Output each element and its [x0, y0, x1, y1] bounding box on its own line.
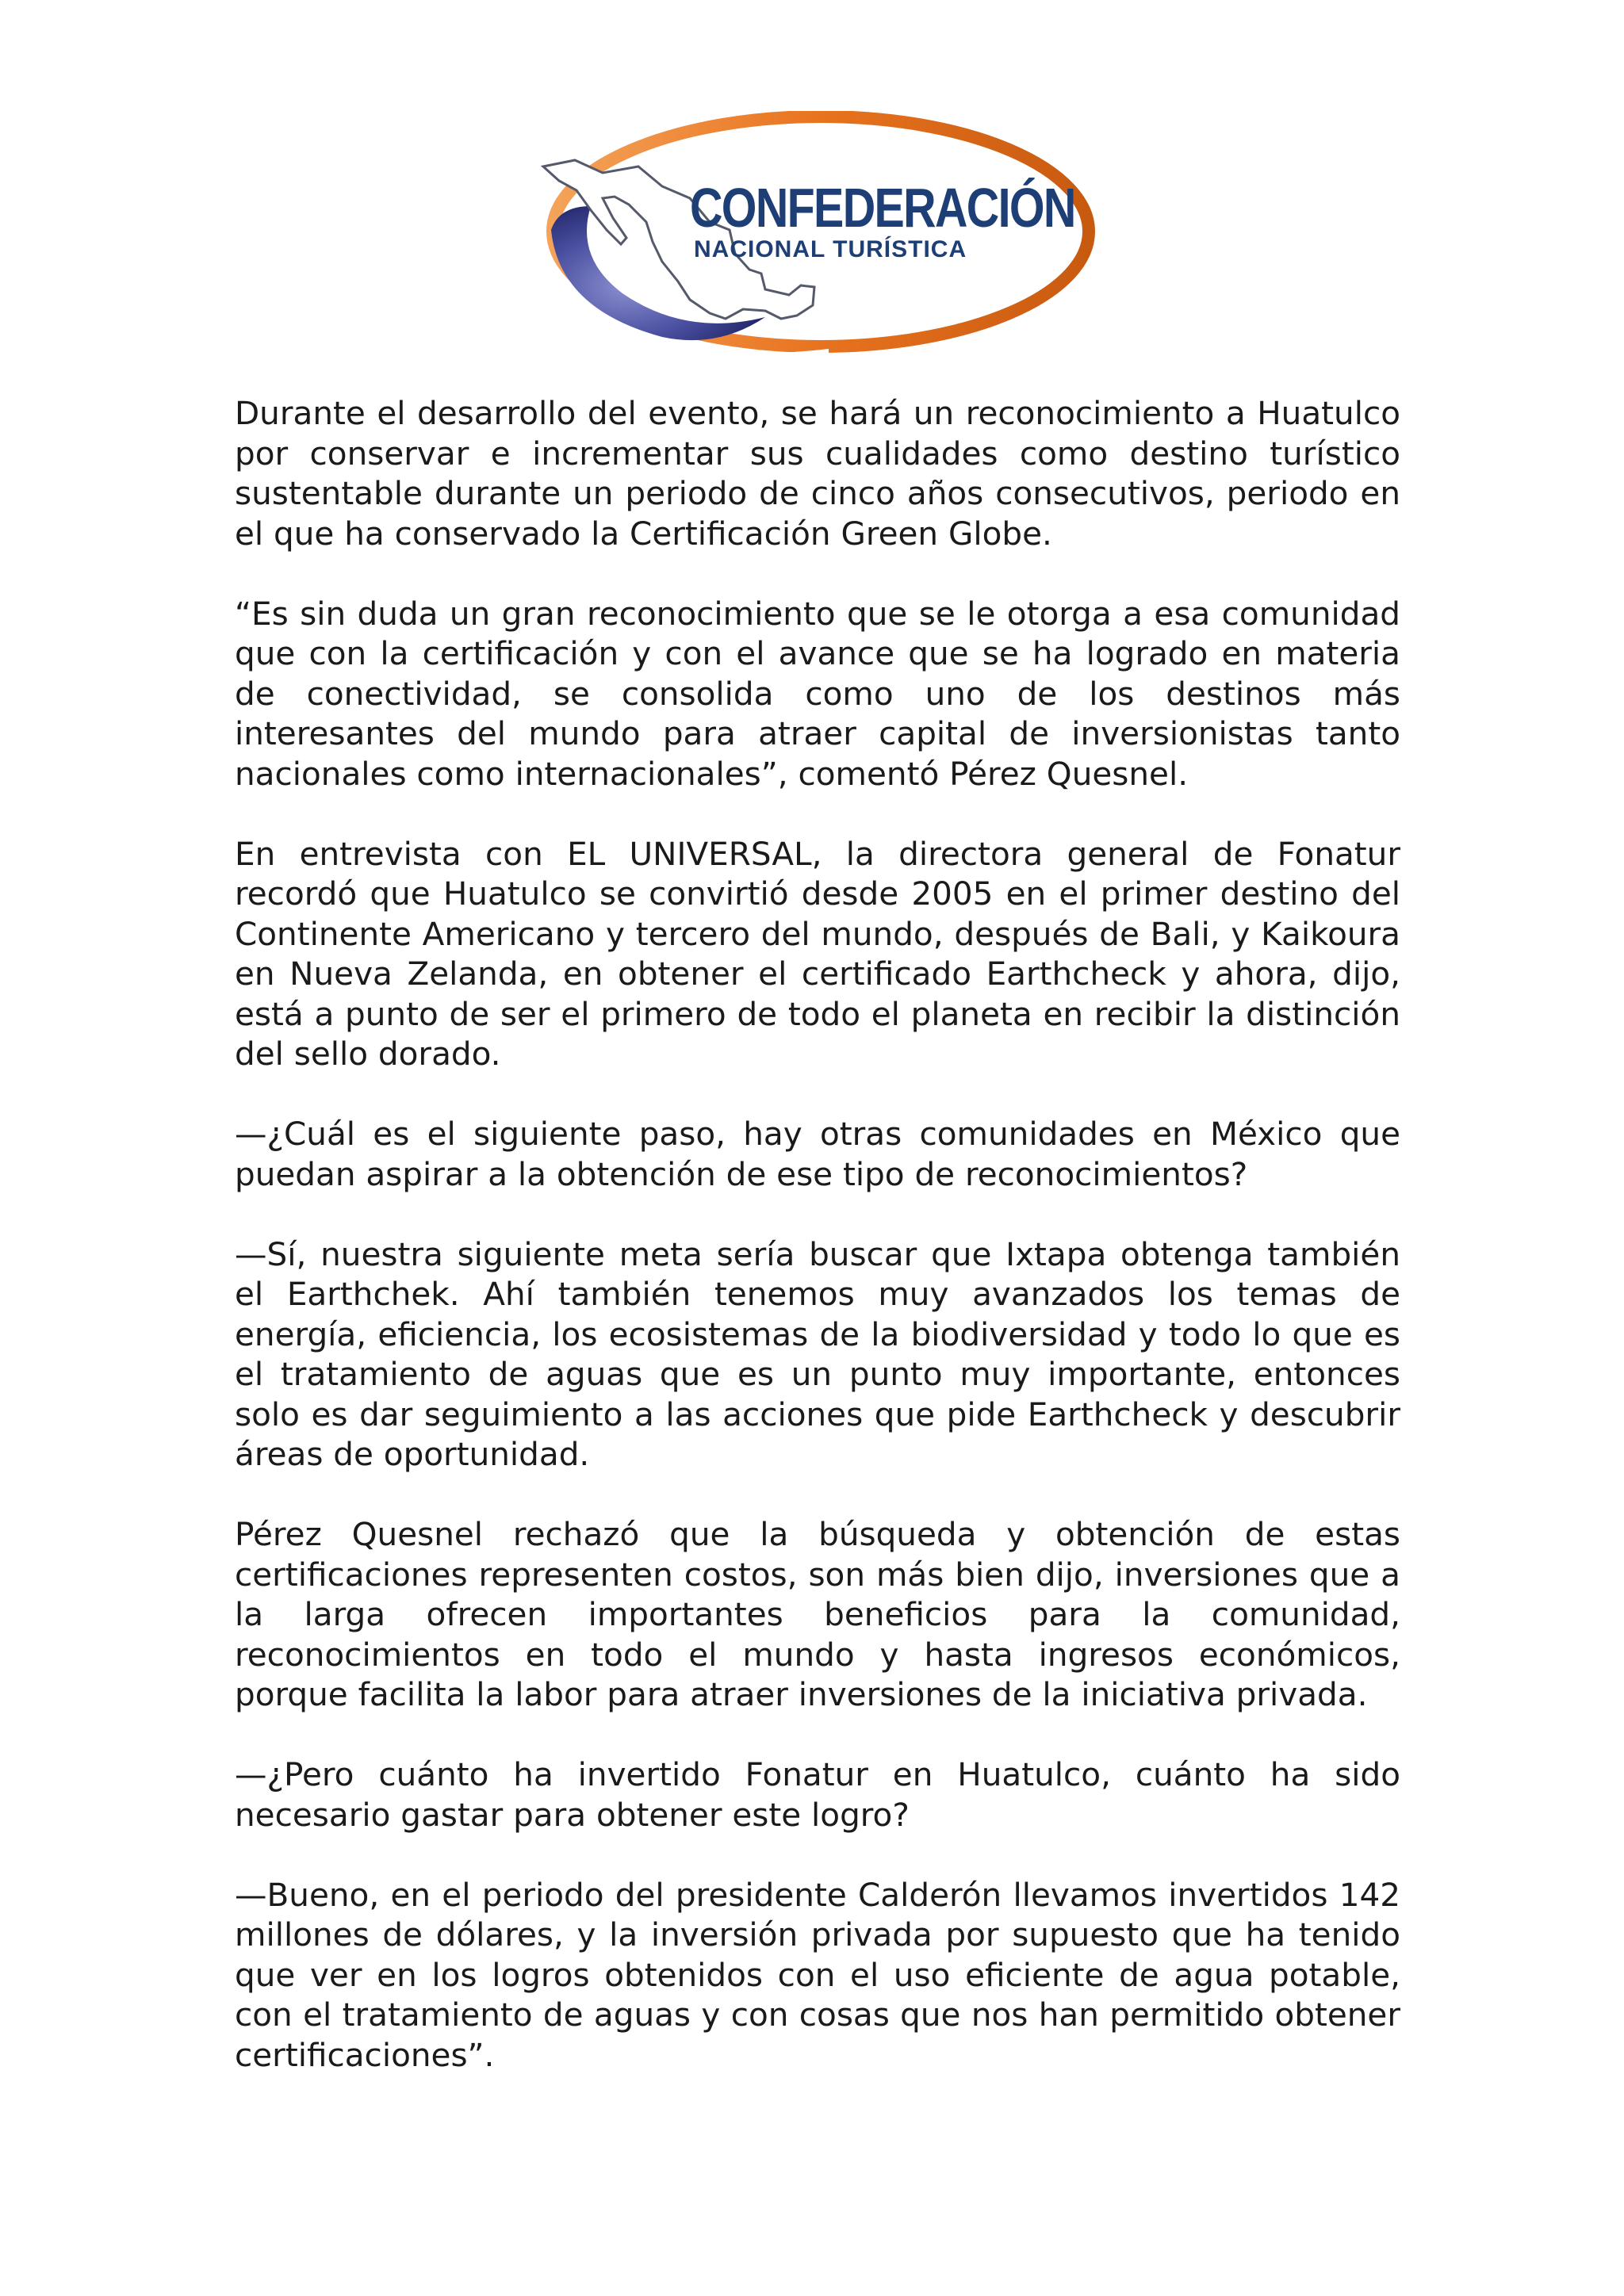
paragraph: —¿Pero cuánto ha invertido Fonatur en Huatulco, cuánto ha sido necesario gastar para obtener este logro? — [235, 1755, 1400, 1834]
paragraph: En entrevista con EL UNIVERSAL, la directora general de Fonatur recordó que Huatulco se convirtió desde 2005 en el primer destino del Continente Americano y tercero del mundo, después de Bali, y Kaikoura en Nueva Zelanda, en obtener el certificado Earthcheck y ahora, dijo, está a punto de ser el primero de todo el planeta en recibir la distinción del sello dorado. — [235, 834, 1400, 1073]
paragraph: —¿Cuál es el siguiente paso, hay otras comunidades en México que puedan aspirar a la obtención de ese tipo de reconocimientos? — [235, 1115, 1400, 1193]
logo-title: CONFEDERACIÓN — [690, 177, 1075, 239]
logo-subtitle: NACIONAL TURÍSTICA — [694, 236, 967, 262]
paragraph: Durante el desarrollo del evento, se hará un reconocimiento a Huatulco por conservar e incrementar sus cualidades como destino turístico sustentable durante un periodo de cinco años consecutivos, periodo en el que ha conservado la Certificación Green Globe. — [235, 394, 1400, 553]
paragraph: “Es sin duda un gran reconocimiento que se le otorga a esa comunidad que con la certificación y con el avance que se ha logrado en materia de conectividad, se consolida como uno de los destinos más interesantes del mundo para atraer capital de inversionistas tanto nacionales como internacionales”, comentó Pérez Quesnel. — [235, 594, 1400, 793]
confederacion-logo — [527, 111, 1098, 357]
paragraph: —Bueno, en el periodo del presidente Calderón llevamos invertidos 142 millones de dólares, y la inversión privada por supuesto que ha tenido que ver en los logros obtenidos con el uso eficiente de agua potable, con el tratamiento de aguas y con cosas que nos han permitido obtener certificaciones”. — [235, 1875, 1400, 2074]
article-body — [235, 393, 1400, 2075]
paragraph: —Sí, nuestra siguiente meta sería buscar que Ixtapa obtenga también el Earthchek. Ahí también tenemos muy avanzados los temas de energía, eficiencia, los ecosistemas de la biodiversidad y todo lo que es el tratamiento de aguas que es un punto muy importante, entonces solo es dar seguimiento a las acciones que pide Earthcheck y descubrir áreas de oportunidad. — [235, 1234, 1400, 1473]
paragraph: Pérez Quesnel rechazó que la búsqueda y obtención de estas certificaciones representen costos, son más bien dijo, inversiones que a la larga ofrecen importantes beneficios para la comunidad, reconocimientos en todo el mundo y hasta ingresos económicos, porque facilita la labor para atraer inversiones de la iniciativa privada. — [235, 1515, 1400, 1713]
